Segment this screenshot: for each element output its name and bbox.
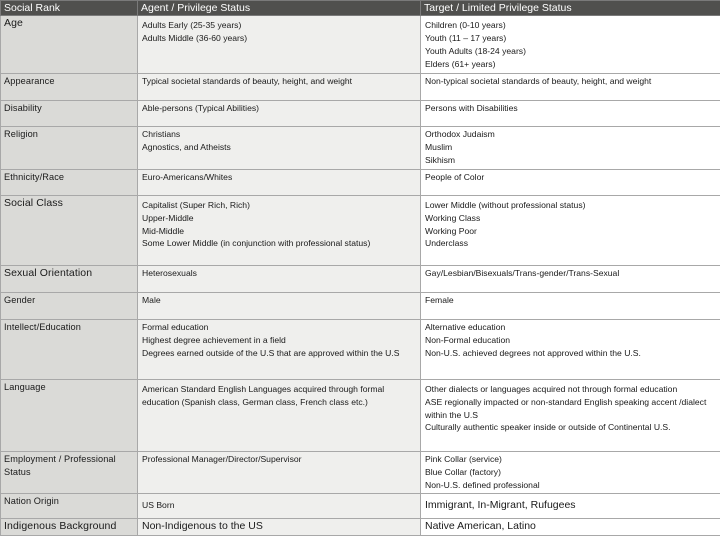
table-row-employment [1, 451, 720, 494]
agent-cell [138, 494, 421, 519]
cell-line: Formal education [142, 321, 209, 332]
target-cell [421, 16, 720, 74]
cell-line: Non-U.S. achieved degrees not approved within the U.S. [425, 347, 641, 358]
target-cell [421, 74, 720, 101]
table-row-social-class [1, 195, 720, 265]
target-cell [421, 379, 720, 451]
cell-line: Non-Indigenous to the US [142, 520, 263, 533]
cell-line: Professional Manager/Director/Supervisor [142, 453, 302, 464]
table-row-education [1, 319, 720, 379]
cell-line: American Standard English Languages acquired through formal education (Spanish class, German class, French class etc.) [142, 383, 385, 407]
cell-line: Orthodox Judaism [425, 129, 495, 139]
agent-cell [138, 74, 421, 101]
cell-line: Blue Collar (factory) [425, 466, 501, 477]
cell-line: Muslim [425, 141, 453, 152]
cell-line: Youth Adults (18-24 years) [425, 45, 526, 56]
category-label: Intellect/Education [1, 319, 138, 379]
target-cell [421, 169, 720, 195]
cell-line: Sikhism [425, 154, 456, 165]
table-row-age [1, 16, 720, 74]
header-row [1, 1, 720, 16]
cell-line: Native American, Latino [425, 520, 536, 533]
agent-cell [138, 195, 421, 265]
table-row-nation-origin [1, 494, 720, 519]
category-label: Ethnicity/Race [1, 169, 138, 195]
cell-line: Non-typical societal standards of beauty, height, and weight [425, 76, 652, 86]
cell-line: Adults Early (25-35 years) [142, 20, 242, 30]
cell-line: Euro-Americans/Whites [142, 171, 233, 182]
category-label: Disability [1, 101, 138, 127]
category-label: Religion [1, 127, 138, 170]
table-row-indigenous [1, 519, 720, 536]
table-row-religion [1, 127, 720, 170]
cell-line: ASE regionally impacted or non-standard English speaking accent /dialect within the U.S [425, 396, 707, 420]
agent-cell [138, 292, 421, 319]
cell-line: Mid-Middle [142, 225, 185, 236]
target-cell [421, 519, 720, 536]
cell-line: Working Class [425, 212, 481, 223]
category-label: Appearance [1, 74, 138, 101]
table-row-language [1, 379, 720, 451]
header-social-rank: Social Rank [1, 1, 138, 16]
target-cell [421, 494, 720, 519]
table-row-sexual-orientation [1, 265, 720, 292]
target-cell [421, 292, 720, 319]
cell-line: Christians [142, 129, 181, 139]
category-label: Sexual Orientation [1, 265, 138, 292]
cell-line: Immigrant, In-Migrant, Rufugees [425, 499, 576, 512]
target-cell [421, 195, 720, 265]
agent-cell [138, 16, 421, 74]
category-label: Employment / Professional Status [1, 451, 138, 494]
cell-line: US Born [142, 500, 175, 511]
agent-cell [138, 265, 421, 292]
cell-line: Persons with Disabilities [425, 103, 518, 113]
agent-cell [138, 127, 421, 170]
target-cell [421, 319, 720, 379]
cell-line: Heterosexuals [142, 267, 197, 278]
cell-line: Non-U.S. defined professional [425, 479, 540, 490]
cell-line: Underclass [425, 238, 468, 249]
cell-line: Youth (11 – 17 years) [425, 32, 507, 43]
cell-line: People of Color [425, 171, 485, 182]
agent-cell [138, 379, 421, 451]
cell-line: Degrees earned outside of the U.S that are approved within the U.S [142, 347, 400, 358]
cell-line: Children (0-10 years) [425, 20, 506, 30]
cell-line: Other dialects or languages acquired not through formal education [425, 383, 678, 394]
cell-line: Gay/Lesbian/Bisexuals/Trans-gender/Trans-Sexual [425, 267, 620, 278]
header-agent-status: Agent / Privilege Status [138, 1, 421, 16]
cell-line: Lower Middle (without professional status) [425, 199, 586, 210]
table-row-disability [1, 101, 720, 127]
table-row-appearance [1, 74, 720, 101]
cell-line: Female [425, 294, 454, 305]
category-label: Gender [1, 292, 138, 319]
category-label: Age [1, 16, 138, 74]
target-cell [421, 451, 720, 494]
cell-line: Capitalist (Super Rich, Rich) [142, 199, 250, 210]
target-cell [421, 127, 720, 170]
cell-line: Alternative education [425, 321, 506, 332]
table-row-gender [1, 292, 720, 319]
cell-line: Non-Formal education [425, 334, 511, 345]
cell-line: Typical societal standards of beauty, height, and weight [142, 76, 353, 86]
cell-line: Upper-Middle [142, 212, 194, 223]
cell-line: Adults Middle (36-60 years) [142, 32, 248, 43]
cell-line: Agnostics, and Atheists [142, 141, 231, 152]
cell-line: Working Poor [425, 225, 477, 236]
cell-line: Some Lower Middle (in conjunction with professional status) [142, 238, 371, 249]
agent-cell [138, 101, 421, 127]
agent-cell [138, 519, 421, 536]
header-target-status: Target / Limited Privilege Status [421, 1, 720, 16]
cell-line: Highest degree achievement in a field [142, 334, 286, 345]
target-cell [421, 265, 720, 292]
category-label: Language [1, 379, 138, 451]
cell-line: Pink Collar (service) [425, 453, 502, 464]
cell-line: Elders (61+ years) [425, 58, 496, 69]
target-cell [421, 101, 720, 127]
cell-line: Culturally authentic speaker inside or outside of Continental U.S. [425, 422, 671, 433]
cell-line: Able-persons (Typical Abilities) [142, 103, 260, 113]
agent-cell [138, 451, 421, 494]
agent-cell [138, 319, 421, 379]
table-row-ethnicity [1, 169, 720, 195]
agent-cell [138, 169, 421, 195]
category-label: Nation Origin [1, 494, 138, 519]
category-label: Social Class [1, 195, 138, 265]
category-label: Indigenous Background [1, 519, 138, 536]
cell-line: Male [142, 294, 161, 305]
